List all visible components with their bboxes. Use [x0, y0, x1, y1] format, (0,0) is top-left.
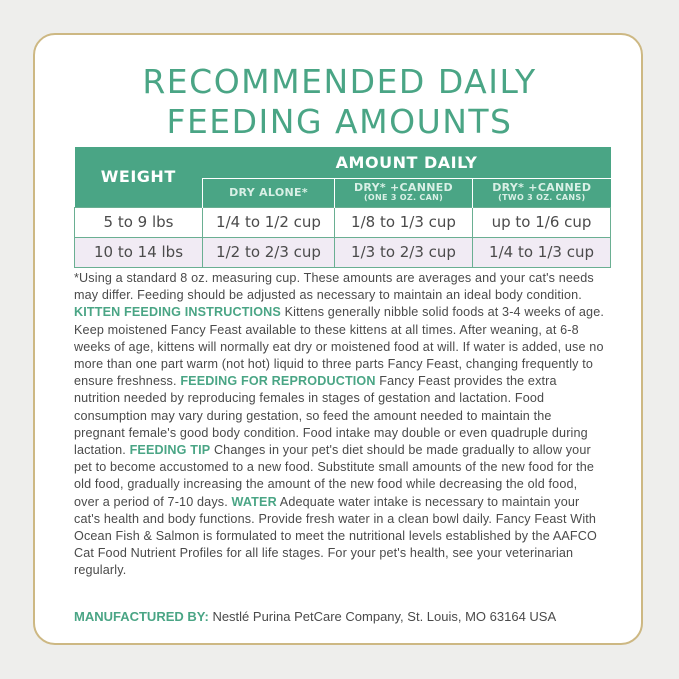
subheader-dry-two-cans — [473, 178, 611, 207]
manufacturer-label: MANUFACTURED BY: — [74, 609, 209, 624]
kitten-heading: KITTEN FEEDING INSTRUCTIONS — [74, 305, 281, 320]
one-can-cell: 1/8 to 1/3 cup — [335, 207, 473, 237]
weight-header: WEIGHT — [75, 147, 203, 207]
subheader-label: DRY ALONE* — [229, 185, 308, 199]
subheader-label: DRY* +CANNED — [492, 180, 592, 194]
subheader-dry-one-can — [335, 178, 473, 207]
feeding-tip-text: Changes in your pet's diet should be made gradually to allow your pet to become accustomed to a new food. Substitute small amounts of the new food for the old food, gradually increasing the amount of the new food while decreasing the old food, over a period of 7-10 days. — [74, 443, 595, 509]
two-cans-cell: up to 1/6 cup — [473, 207, 611, 237]
reproduction-heading: FEEDING FOR REPRODUCTION — [180, 374, 376, 389]
one-can-cell: 1/3 to 2/3 cup — [335, 237, 473, 267]
reproduction-text: Fancy Feast provides the extra nutrition needed by reproducing females in stages of gestation and lactation. Food consumption may vary during gestation, so feed the amount needed to maintain the pregnant female's good body condition. Food intake may double or even quadruple during lactation. — [74, 374, 588, 458]
kitten-text: Kittens generally nibble solid foods at 3-4 weeks of age. Keep moistened Fancy Feast available to these kittens at all times. After weaning, at 6-8 weeks of age, kittens will normally eat dry or moistened food at will. If water is added, use no more than one part warm (not hot) liquid to three parts Fancy Feast, changing frequently to ensure freshness. — [74, 305, 604, 389]
manufacturer-text: Nestlé Purina PetCare Company, St. Louis, MO 63164 USA — [212, 609, 557, 624]
title-line-2: FEEDING AMOUNTS — [166, 102, 513, 141]
weight-cell: 5 to 9 lbs — [75, 207, 203, 237]
subheader-dry-alone — [203, 178, 335, 207]
weight-cell: 10 to 14 lbs — [75, 237, 203, 267]
intro-text: *Using a standard 8 oz. measuring cup. These amounts are averages and your cat's needs may differ. Feeding should be adjusted as necessary to maintain an ideal body condition. — [74, 271, 594, 303]
subheader-label: DRY* +CANNED — [353, 180, 453, 194]
two-cans-cell: 1/4 to 1/3 cup — [473, 237, 611, 267]
water-heading: WATER — [231, 494, 277, 509]
feeding-instructions-text — [74, 270, 604, 580]
table-row — [75, 207, 611, 237]
feeding-tip-heading: FEEDING TIP — [129, 443, 211, 458]
subheader-note: (TWO 3 OZ. CANS) — [498, 192, 586, 202]
manufacturer-line — [74, 609, 614, 624]
subheader-note: (ONE 3 OZ. CAN) — [363, 192, 444, 202]
dry-alone-cell: 1/4 to 1/2 cup — [203, 207, 335, 237]
dry-alone-cell: 1/2 to 2/3 cup — [203, 237, 335, 267]
title-line-1: RECOMMENDED DAILY — [142, 62, 537, 101]
water-text: Adequate water intake is necessary to maintain your cat's health and body functions. Provide fresh water in a clean bowl daily. Fancy Feast With Ocean Fish & Salmon is formulated to meet the nutritional levels established by the AAFCO Cat Food Nutrient Profiles for all life stages. For your pet's health, see your veterinarian regularly. — [74, 494, 597, 578]
amount-daily-header: AMOUNT DAILY — [203, 147, 611, 178]
table-row — [75, 237, 611, 267]
feeding-table — [74, 147, 611, 268]
